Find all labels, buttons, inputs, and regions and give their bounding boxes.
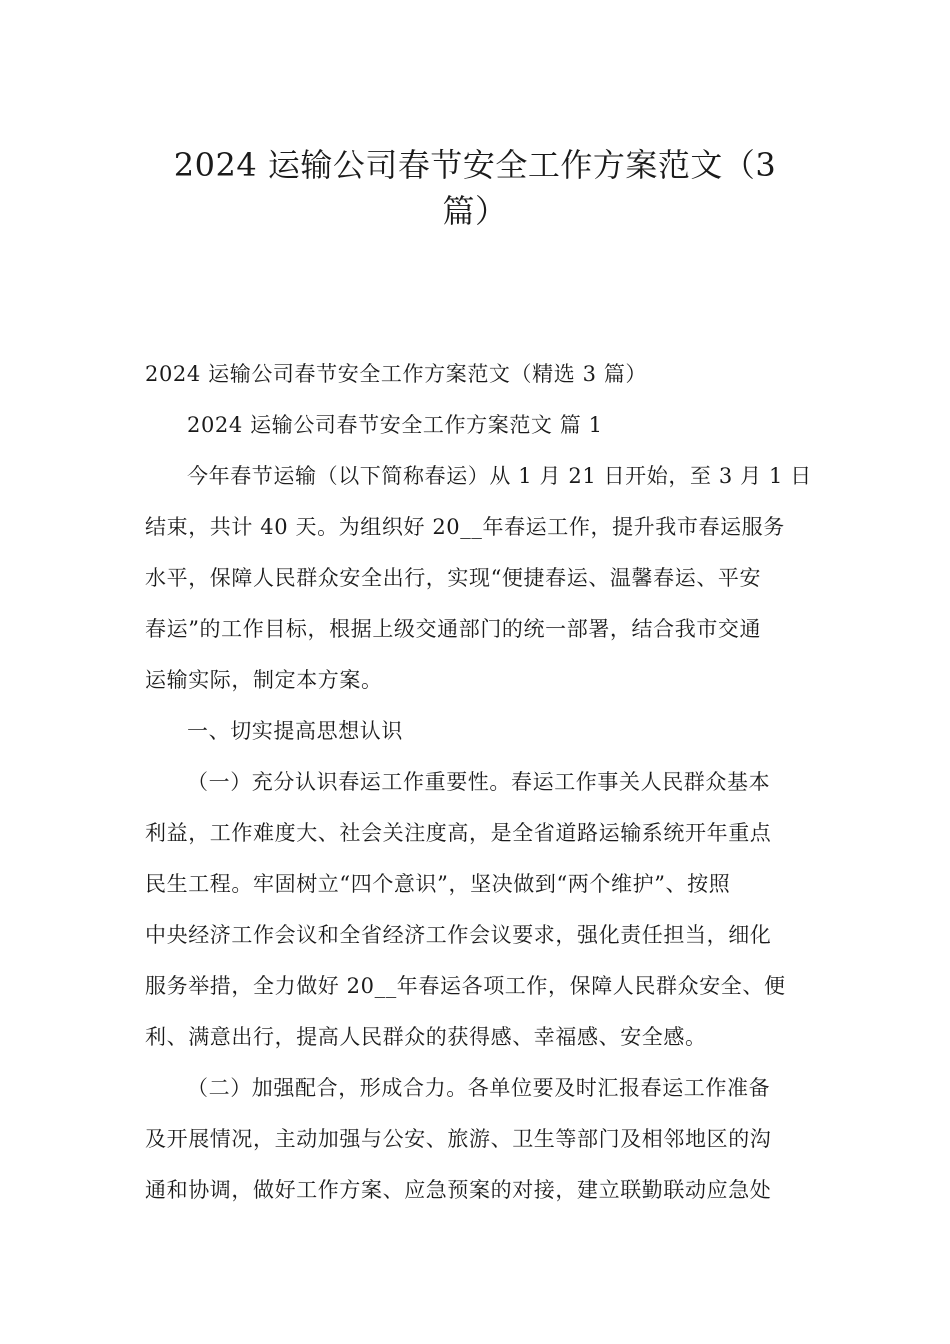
paragraph-line: 及开展情况，主动加强与公安、旅游、卫生等部门及相邻地区的沟 (145, 1127, 772, 1151)
paragraph-line: 今年春节运输（以下简称春运）从 1 月 21 日开始，至 3 月 1 日 (187, 464, 812, 488)
paragraph-line: 利、满意出行，提高人民群众的获得感、幸福感、安全感。 (145, 1025, 707, 1049)
title-line-1: 2024 运输公司春节安全工作方案范文（3 (173, 146, 777, 184)
section-heading: 2024 运输公司春节安全工作方案范文 篇 1 (187, 413, 603, 437)
paragraph-line: 水平，保障人民群众安全出行，实现“便捷春运、温馨春运、平安 (145, 566, 762, 590)
paragraph-line: 利益，工作难度大、社会关注度高，是全省道路运输系统开年重点 (145, 821, 772, 845)
paragraph-line: 通和协调，做好工作方案、应急预案的对接，建立联勤联动应急处 (145, 1178, 772, 1202)
paragraph-line: （二）加强配合，形成合力。各单位要及时汇报春运工作准备 (187, 1076, 771, 1100)
heading-1: 一、切实提高思想认识 (187, 719, 403, 743)
paragraph-line: 运输实际，制定本方案。 (145, 668, 383, 692)
document-title (130, 142, 820, 234)
document-body (145, 357, 812, 1207)
paragraph-1 (145, 459, 812, 697)
paragraph-line: （一）充分认识春运工作重要性。春运工作事关人民群众基本 (187, 770, 771, 794)
paragraph-line: 中央经济工作会议和全省经济工作会议要求，强化责任担当，细化 (145, 923, 772, 947)
paragraph-line: 民生工程。牢固树立“四个意识”，坚决做到“两个维护”、按照 (145, 872, 731, 896)
document-subtitle: 2024 运输公司春节安全工作方案范文（精选 3 篇） (145, 362, 648, 386)
paragraph-2 (145, 765, 807, 1054)
paragraph-line: 结束，共计 40 天。为组织好 20__年春运工作，提升我市春运服务 (145, 515, 785, 539)
paragraph-line: 春运”的工作目标，根据上级交通部门的统一部署，结合我市交通 (145, 617, 762, 641)
title-line-2: 篇） (442, 192, 508, 230)
paragraph-line: 服务举措，全力做好 20__年春运各项工作，保障人民群众安全、便 (145, 974, 786, 998)
paragraph-3 (145, 1071, 807, 1207)
